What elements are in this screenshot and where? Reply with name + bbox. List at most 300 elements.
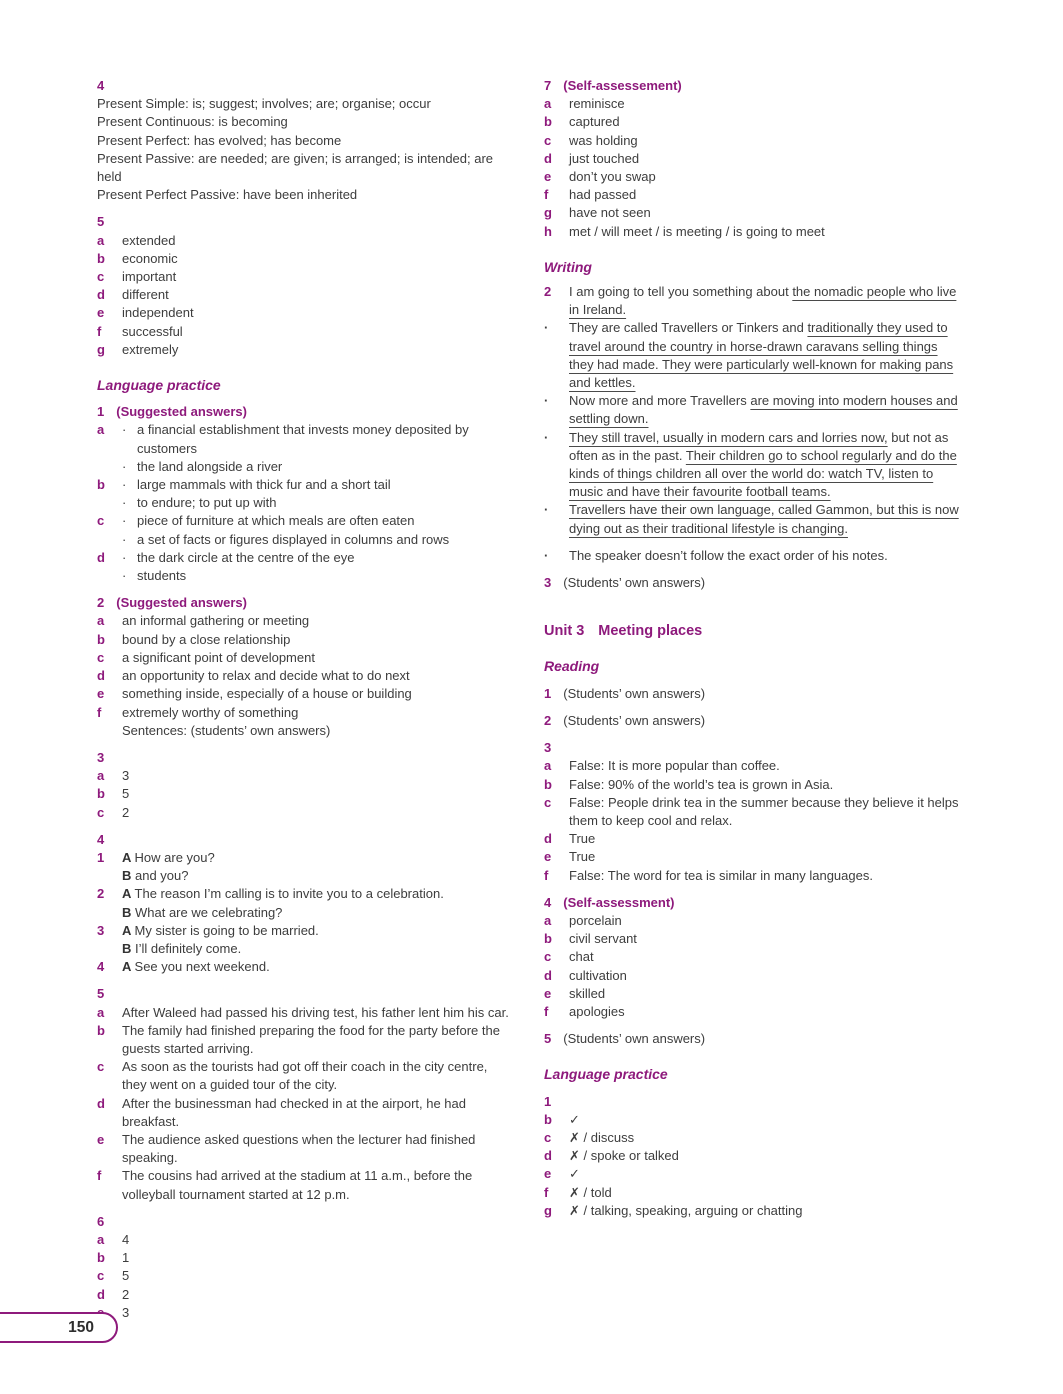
bullet-marker: · <box>544 429 549 445</box>
note-text <box>569 319 964 392</box>
answer-item <box>97 1231 511 1249</box>
sub-answer <box>122 549 511 567</box>
item-letter: g <box>544 205 552 221</box>
answer-item <box>97 667 511 685</box>
item-text: porcelain <box>569 912 622 928</box>
left-column <box>97 68 511 1322</box>
item-text: economic <box>122 250 178 266</box>
dialogue-line <box>122 885 511 903</box>
answer-item <box>97 304 511 322</box>
answer-item <box>544 132 964 150</box>
underlined-answer-text: traditionally they used to travel around the country in horse-drawn caravans selling things they had made. They were particularly well-known for making pans and kettles. <box>569 320 954 391</box>
exercise-number-line <box>97 985 511 1003</box>
item-letter: f <box>97 1168 102 1184</box>
sub-answer <box>122 476 511 494</box>
answer-item <box>544 95 964 113</box>
answer-item <box>544 1129 964 1147</box>
answer-item <box>97 704 511 722</box>
underlined-answer-text: the nomadic people who live in Ireland. <box>569 284 957 318</box>
item-letter: c <box>97 269 105 285</box>
bullet-marker: · <box>544 320 549 336</box>
exercise-title: (Suggested answers) <box>116 595 247 611</box>
paragraph-line: Present Perfect: has evolved; has become <box>97 132 342 148</box>
exercise-number-line <box>97 594 511 612</box>
answer-list <box>97 1231 511 1322</box>
bullet-marker: · <box>122 568 127 584</box>
item-letter: a <box>544 758 552 774</box>
exercise-number: 2 <box>97 595 105 611</box>
note-item <box>544 429 964 502</box>
item-text: was holding <box>569 132 638 148</box>
answer-item <box>544 1184 964 1202</box>
answer-item <box>544 848 964 866</box>
item-text: True <box>569 849 596 865</box>
item-letter: g <box>544 1202 552 1218</box>
item-text: As soon as the tourists had got off their coach in the city centre, they went on a guided tour of the city. <box>122 1059 488 1093</box>
exercise-title: (Students’ own answers) <box>563 685 706 701</box>
answer-item <box>544 985 964 1003</box>
dialogue-lines <box>122 922 511 958</box>
item-text: met / will meet / is meeting / is going to meet <box>569 223 825 239</box>
exercise-number-line <box>544 894 964 912</box>
answer-item <box>544 1003 964 1021</box>
answer-item <box>97 767 511 785</box>
bullet-marker: · <box>122 477 127 493</box>
item-letter: a <box>97 613 105 629</box>
answer-item <box>97 1131 511 1167</box>
item-number: 2 <box>544 284 552 300</box>
item-text: ✓ <box>569 1166 580 1182</box>
exercise-title: (Students’ own answers) <box>563 575 706 591</box>
speaker-label: A <box>122 849 135 865</box>
dialogue-text: See you next weekend. <box>134 959 270 975</box>
item-text: extremely <box>122 341 179 357</box>
item-letter: b <box>97 786 105 802</box>
dialogue-text: and you? <box>135 868 189 884</box>
sub-answer <box>122 567 511 585</box>
note-text <box>569 392 964 428</box>
note-item <box>544 547 964 565</box>
dialogue-text: I’ll definitely come. <box>135 940 242 956</box>
answer-text: They are called Travellers or Tinkers and <box>569 320 808 336</box>
exercise-number-line <box>544 1030 964 1048</box>
item-number: 1 <box>97 849 105 865</box>
exercise-number-line <box>97 77 511 95</box>
item-letter: b <box>97 250 105 266</box>
sub-answer-text: to endure; to put up with <box>137 495 277 511</box>
speaker-label: B <box>122 868 135 884</box>
answer-item <box>544 757 964 775</box>
unit-heading <box>544 622 964 640</box>
answer-item <box>97 1058 511 1094</box>
answer-text: Now more and more Travellers <box>569 393 751 409</box>
exercise-number-line <box>97 213 511 231</box>
section-heading: Writing <box>544 258 592 275</box>
exercise-title: (Students’ own answers) <box>563 712 706 728</box>
sub-answer-text: a financial establishment that invests money deposited by customers <box>137 422 469 456</box>
item-letter: f <box>544 1003 549 1019</box>
answer-item <box>544 150 964 168</box>
exercise-number-line <box>544 77 964 95</box>
item-letter: f <box>544 187 549 203</box>
item-text: 2 <box>122 1286 130 1302</box>
item-letter: b <box>544 931 552 947</box>
answer-list <box>97 421 511 585</box>
dialogue-line <box>122 849 511 867</box>
dialogue-lines <box>122 958 511 976</box>
item-letter: a <box>97 1004 105 1020</box>
item-text: 5 <box>122 786 130 802</box>
answer-item <box>544 1202 964 1220</box>
item-letter: b <box>97 631 105 647</box>
answer-text: The speaker doesn’t follow the exact order of his notes. <box>569 547 888 563</box>
exercise-title: (Self-assessement) <box>563 78 682 93</box>
section-heading: Language practice <box>544 1066 668 1083</box>
paragraph-line: Present Continuous: is becoming <box>97 114 288 130</box>
answer-list <box>544 1111 964 1220</box>
answer-item <box>544 930 964 948</box>
item-letter: d <box>544 1148 552 1164</box>
item-letter: b <box>97 1022 105 1038</box>
item-letter: c <box>544 949 552 965</box>
exercise-number: 5 <box>97 214 105 230</box>
answer-item <box>97 1267 511 1285</box>
answer-item <box>544 1111 964 1129</box>
answer-item <box>544 168 964 186</box>
item-text: a significant point of development <box>122 649 315 665</box>
answer-item <box>97 649 511 667</box>
dialogue-lines <box>122 849 511 885</box>
dialogue-line <box>122 940 511 958</box>
dialogue-text: The reason I’m calling is to invite you to a celebration. <box>134 886 444 902</box>
item-text: just touched <box>569 150 640 166</box>
answer-item <box>97 785 511 803</box>
exercise-number: 5 <box>97 986 105 1002</box>
item-letter: e <box>544 849 552 865</box>
item-letter: d <box>544 150 552 166</box>
item-letter: b <box>97 1250 105 1266</box>
dialogue-line <box>122 922 511 940</box>
exercise-number: 4 <box>544 894 552 910</box>
sub-answer-text: the dark circle at the centre of the eye <box>137 549 355 565</box>
item-letter: d <box>97 287 105 303</box>
item-letter: e <box>97 686 105 702</box>
dialogue-line <box>122 867 511 885</box>
bullet-marker: · <box>122 495 127 511</box>
note-item <box>544 319 964 392</box>
answer-item <box>97 631 511 649</box>
answer-item <box>97 549 511 585</box>
sub-answer <box>122 494 511 512</box>
answer-item <box>544 186 964 204</box>
answer-item <box>544 830 964 848</box>
item-text: different <box>122 287 169 303</box>
item-letter: c <box>97 649 105 665</box>
exercise-number-line <box>544 1093 964 1111</box>
exercise-number-line <box>544 739 964 757</box>
exercise-title: (Students’ own answers) <box>563 1031 706 1047</box>
exercise-number: 4 <box>97 78 105 93</box>
exercise-number-line <box>97 1213 511 1231</box>
item-letter: h <box>544 223 552 239</box>
bullet-marker: · <box>122 531 127 547</box>
note-text <box>569 501 964 537</box>
answer-item <box>97 804 511 822</box>
item-text: 2 <box>122 804 130 820</box>
answer-item <box>97 268 511 286</box>
item-text: False: People drink tea in the summer because they believe it helps them to keep cool and relax. <box>569 794 959 828</box>
item-letter: d <box>97 1095 105 1111</box>
answer-item <box>97 722 511 740</box>
answer-item <box>97 1304 511 1322</box>
exercise-number: 1 <box>544 685 552 701</box>
item-number: 2 <box>97 886 105 902</box>
item-text: The cousins had arrived at the stadium at 11 a.m., before the volleyball tournament started at 12 p.m. <box>122 1168 473 1202</box>
item-text: 1 <box>122 1250 130 1266</box>
item-letter: a <box>97 422 105 438</box>
item-letter: c <box>97 513 105 529</box>
item-text <box>122 476 511 512</box>
answer-text: I am going to tell you something about <box>569 284 793 300</box>
dialogue-line <box>122 904 511 922</box>
speaker-label: B <box>122 940 135 956</box>
underlined-answer-text: Their children go to school regularly and do the kinds of things children all over the world do: watch TV, listen to music and have their favourite football teams. <box>569 447 957 500</box>
item-text: 5 <box>122 1268 130 1284</box>
item-text: successful <box>122 323 183 339</box>
answer-text: but not as often as in the past. <box>569 429 949 463</box>
item-text: 4 <box>122 1231 130 1247</box>
exercise-number: 1 <box>544 1093 552 1109</box>
item-letter: d <box>97 668 105 684</box>
item-text: cultivation <box>569 967 627 983</box>
page-number: 150 <box>68 1318 94 1336</box>
item-text: ✗ / spoke or talked <box>569 1148 679 1164</box>
answer-item <box>97 286 511 304</box>
item-number: 4 <box>97 959 105 975</box>
speaker-label: A <box>122 922 135 938</box>
item-text: have not seen <box>569 205 651 221</box>
item-letter: b <box>97 477 105 493</box>
answer-item <box>97 250 511 268</box>
paragraph-line: Present Passive: are needed; are given; is arranged; is intended; are held <box>97 150 494 185</box>
answer-item <box>544 1165 964 1183</box>
exercise-number: 7 <box>544 78 552 93</box>
item-text: independent <box>122 305 194 321</box>
answer-item <box>544 113 964 131</box>
item-letter: e <box>544 985 552 1001</box>
answer-item <box>544 204 964 222</box>
item-text: False: The word for tea is similar in many languages. <box>569 867 873 883</box>
item-text <box>122 512 511 548</box>
item-text: extremely worthy of something <box>122 704 299 720</box>
bullet-marker: · <box>122 458 127 474</box>
dialogue-line <box>122 958 511 976</box>
item-letter: a <box>97 1231 105 1247</box>
dialogue-item <box>97 849 511 885</box>
item-letter: c <box>544 794 552 810</box>
sub-answer-text: the land alongside a river <box>137 458 283 474</box>
exercise-number-line <box>544 685 964 703</box>
bullet-marker: · <box>544 502 549 518</box>
sub-answer <box>122 421 511 457</box>
exercise-number: 4 <box>97 831 105 847</box>
answer-item <box>544 948 964 966</box>
exercise-title: (Self-assessment) <box>563 894 675 910</box>
note-item <box>544 501 964 537</box>
item-letter: d <box>97 1286 105 1302</box>
answer-list <box>97 767 511 822</box>
answer-item <box>97 232 511 250</box>
unit-label: Unit 3 <box>544 623 585 640</box>
item-number: 3 <box>97 922 105 938</box>
sub-answer-text: large mammals with thick fur and a short tail <box>137 477 391 493</box>
bullet-marker: · <box>122 422 127 438</box>
item-letter: d <box>97 549 105 565</box>
item-text: reminisce <box>569 96 625 112</box>
item-letter: d <box>544 967 552 983</box>
answer-item <box>97 1249 511 1267</box>
item-letter: a <box>544 96 552 112</box>
answer-item <box>97 1022 511 1058</box>
item-letter: c <box>544 132 552 148</box>
exercise-number-line <box>97 831 511 849</box>
exercise-number: 5 <box>544 1031 552 1047</box>
note-text <box>569 547 964 565</box>
item-text: Sentences: (students’ own answers) <box>122 722 331 738</box>
answer-item <box>97 341 511 359</box>
speaker-label: B <box>122 904 135 920</box>
item-text: 3 <box>122 1304 130 1320</box>
exercise-number: 6 <box>97 1213 105 1229</box>
item-letter: e <box>97 1131 105 1147</box>
paragraph-line: Present Simple: is; suggest; involves; are; organise; occur <box>97 96 431 112</box>
bullet-marker: · <box>122 549 127 565</box>
item-text: After Waleed had passed his driving test, his father lent him his car. <box>122 1004 509 1020</box>
notes-list <box>544 283 964 565</box>
dialogue-item <box>97 885 511 921</box>
item-text: an informal gathering or meeting <box>122 613 310 629</box>
item-letter: c <box>97 1268 105 1284</box>
answer-paragraph <box>97 95 511 204</box>
item-text: skilled <box>569 985 606 1001</box>
right-column <box>544 68 964 1322</box>
note-item <box>544 392 964 428</box>
item-text: 3 <box>122 768 130 784</box>
item-text: ✗ / discuss <box>569 1129 635 1145</box>
answer-item <box>544 223 964 241</box>
item-text: ✓ <box>569 1111 580 1127</box>
dialogue-text: What are we celebrating? <box>135 904 283 920</box>
item-text: The family had finished preparing the food for the party before the guests started arriving. <box>122 1022 500 1056</box>
dialogue-item <box>97 958 511 976</box>
exercise-number: 3 <box>544 740 552 756</box>
note-text <box>569 283 964 319</box>
item-text: True <box>569 831 596 847</box>
item-letter: c <box>97 1059 105 1075</box>
item-text: The audience asked questions when the lecturer had finished speaking. <box>122 1131 476 1166</box>
page-number-badge <box>0 1312 118 1343</box>
item-letter: g <box>97 341 105 357</box>
item-text: ✗ / told <box>569 1184 612 1200</box>
answer-list <box>544 757 964 884</box>
sub-answer-text: a set of facts or figures displayed in columns and rows <box>137 531 450 547</box>
item-text: captured <box>569 114 620 130</box>
exercise-number-line <box>97 749 511 767</box>
answer-list <box>97 232 511 359</box>
bullet-marker: · <box>544 393 549 409</box>
item-letter: c <box>544 1129 552 1145</box>
answer-item <box>97 421 511 476</box>
item-letter: a <box>97 232 105 248</box>
item-text: bound by a close relationship <box>122 631 291 647</box>
answer-list <box>544 912 964 1021</box>
item-text <box>122 549 511 585</box>
bullet-marker: · <box>544 547 549 563</box>
answer-item <box>97 1095 511 1131</box>
unit-title: Meeting places <box>598 623 703 640</box>
exercise-title: (Suggested answers) <box>116 404 247 420</box>
item-text: ✗ / talking, speaking, arguing or chatting <box>569 1202 803 1218</box>
exercise-number-line <box>97 403 511 421</box>
item-letter: b <box>544 776 552 792</box>
item-text: civil servant <box>569 931 637 947</box>
underlined-answer-text: Travellers have their own language, called Gammon, but this is now dying out as their traditional lifestyle is changing. <box>569 502 959 536</box>
answer-item <box>97 1167 511 1203</box>
dialogue-list <box>97 849 511 976</box>
underlined-answer-text: are moving into modern houses and settling down. <box>569 393 958 427</box>
page-columns <box>97 68 964 1322</box>
dialogue-lines <box>122 885 511 921</box>
item-letter: f <box>97 323 102 339</box>
answer-item <box>97 1004 511 1022</box>
item-text: extended <box>122 232 176 248</box>
item-text: something inside, especially of a house or building <box>122 686 412 702</box>
exercise-number: 3 <box>544 575 552 591</box>
item-letter: f <box>544 867 549 883</box>
item-letter: a <box>544 912 552 928</box>
item-letter: f <box>97 704 102 720</box>
bullet-marker: · <box>122 513 127 529</box>
exercise-number: 3 <box>97 749 105 765</box>
sub-answer <box>122 458 511 476</box>
item-letter: a <box>97 768 105 784</box>
item-letter: e <box>544 1166 552 1182</box>
exercise-number: 1 <box>97 404 105 420</box>
item-letter: e <box>544 169 552 185</box>
answer-item <box>544 912 964 930</box>
dialogue-text: How are you? <box>134 849 215 865</box>
answer-item <box>97 476 511 512</box>
exercise-number-line <box>544 712 964 730</box>
item-text: False: It is more popular than coffee. <box>569 758 780 774</box>
note-text <box>569 429 964 502</box>
speaker-label: A <box>122 886 135 902</box>
answer-list <box>544 95 964 241</box>
section-heading: Reading <box>544 658 600 675</box>
item-text: apologies <box>569 1003 625 1019</box>
answer-item <box>97 512 511 548</box>
underlined-answer-text: They still travel, usually in modern cars and lorries now, <box>569 429 888 445</box>
item-letter: f <box>544 1184 549 1200</box>
answer-item <box>97 323 511 341</box>
item-letter: b <box>544 1111 552 1127</box>
speaker-label: A <box>122 959 135 975</box>
note-item <box>544 283 964 319</box>
dialogue-item <box>97 922 511 958</box>
sub-answer-text: students <box>137 568 187 584</box>
sub-answer <box>122 531 511 549</box>
dialogue-text: My sister is going to be married. <box>134 922 319 938</box>
